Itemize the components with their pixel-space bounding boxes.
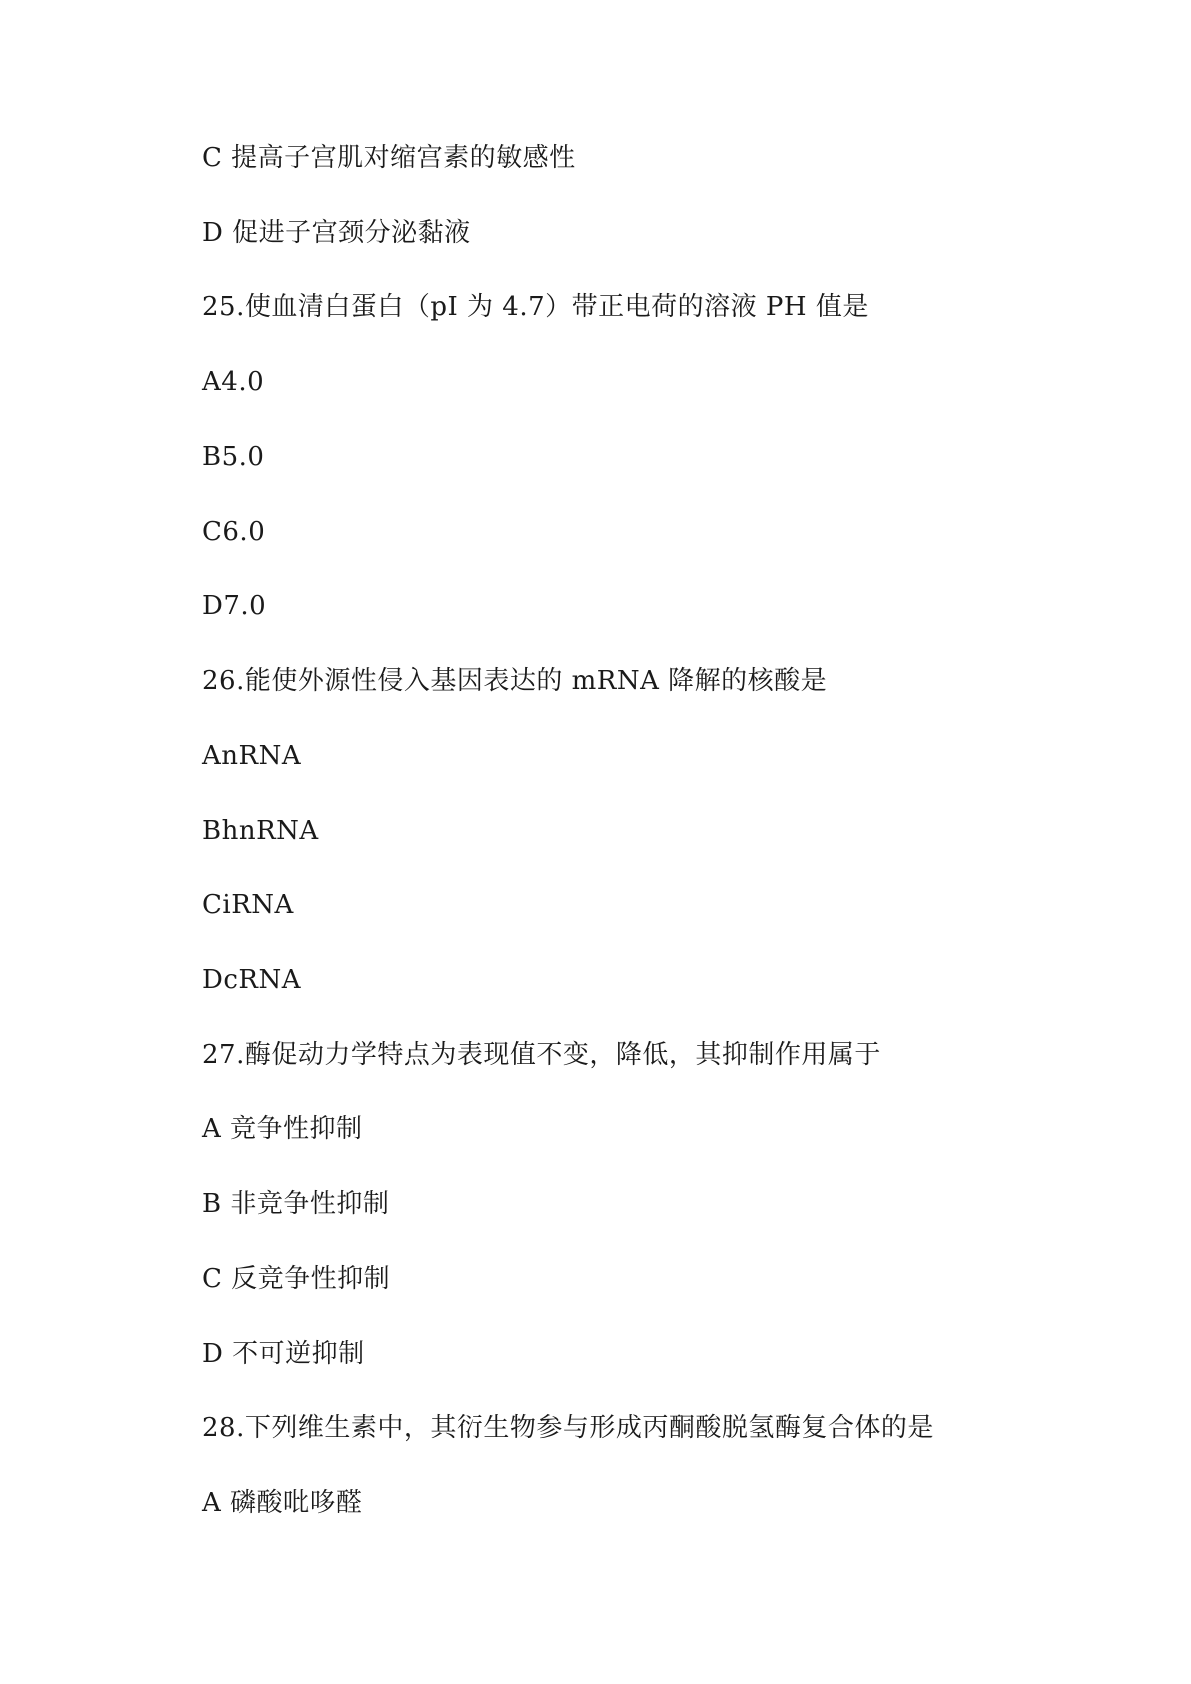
- option-25-c: C6.0: [202, 517, 266, 547]
- option-25-b: B5.0: [202, 442, 265, 472]
- option-27-c: C 反竞争性抑制: [202, 1264, 391, 1294]
- question-27: 27.酶促动力学特点为表现值不变，降低，其抑制作用属于: [202, 1040, 881, 1070]
- option-26-b: BhnRNA: [202, 816, 319, 846]
- option-24-c: C 提高子宫肌对缩宫素的敏感性: [202, 143, 576, 173]
- question-28: 28.下列维生素中，其衍生物参与形成丙酮酸脱氢酶复合体的是: [202, 1413, 934, 1443]
- option-27-d: D 不可逆抑制: [202, 1339, 365, 1369]
- question-26: 26.能使外源性侵入基因表达的 mRNA 降解的核酸是: [202, 666, 828, 696]
- option-27-b: B 非竞争性抑制: [202, 1189, 390, 1219]
- option-28-a: A 磷酸吡哆醛: [202, 1488, 363, 1518]
- option-26-a: AnRNA: [202, 741, 302, 771]
- question-25: 25.使血清白蛋白（pI 为 4.7）带正电荷的溶液 PH 值是: [202, 292, 869, 322]
- option-25-a: A4.0: [202, 367, 265, 397]
- option-24-d: D 促进子宫颈分泌黏液: [202, 218, 471, 248]
- option-26-c: CiRNA: [202, 890, 294, 920]
- option-26-d: DcRNA: [202, 965, 302, 995]
- option-27-a: A 竞争性抑制: [202, 1114, 363, 1144]
- option-25-d: D7.0: [202, 591, 267, 621]
